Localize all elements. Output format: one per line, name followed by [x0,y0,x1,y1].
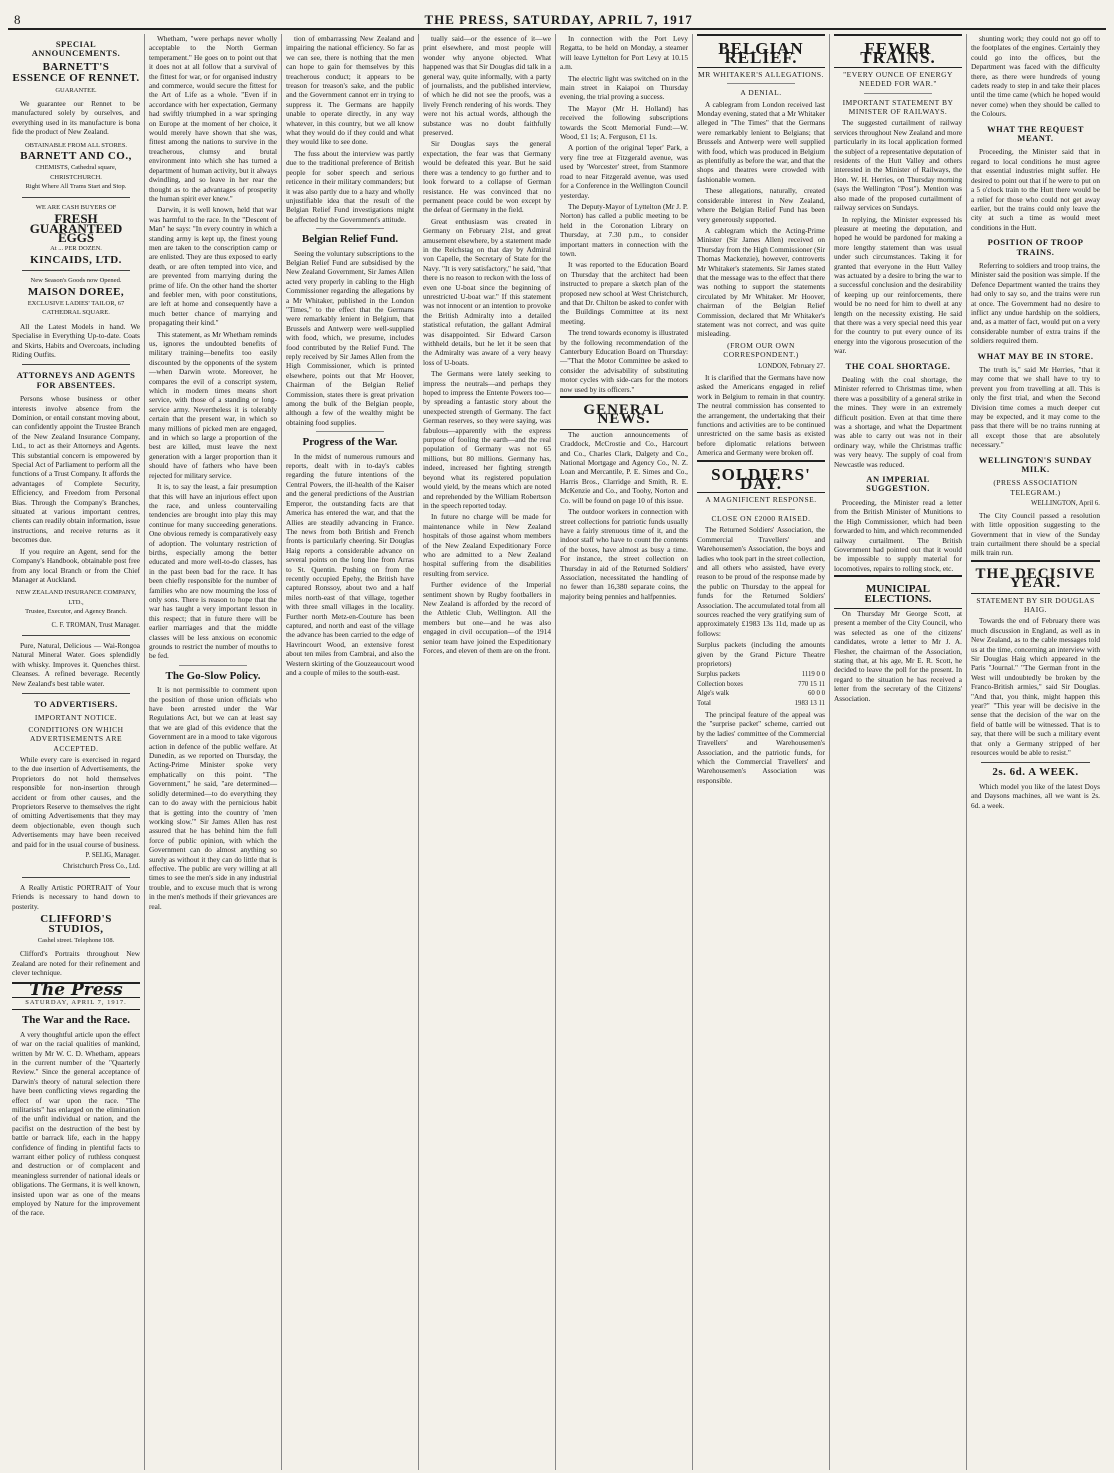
cable-dateline: LONDON, February 27. [758,362,825,370]
divider [22,270,130,271]
table-row [697,680,825,689]
editorial-paragraph: Sir Douglas says the general expectation, the fear was that Germany would be defeated this year. But he said there was a tendency to go further and to look forward to a collapse of German resistance. He was convinced that no permanent peace could be won except by the defeat of Germany in the field. [423,139,551,215]
general-news-heading: GENERAL NEWS. [583,402,665,428]
lead-heading: The War and the Race. [21,1014,131,1027]
belgian-relief-body: A cablegram from London received last Monday evening, stated that a Mr Whitaker alleged in "The Times" that the Germans were remarkably lenient to Belgians; that Brussels and Antwerp were well supplied with food, which was produced in Belgium as plentifully as before the war, and that the shops and theatres were crowded with fashionable women. [697,99,825,184]
table-row [697,689,825,698]
barnett-ad [12,60,140,95]
news-paragraph: The Mayor (Mr H. Holland) has received the following subscriptions towards the Scott Memorial Fund:—W. Wood, £1 1s; A. Ferguson, £1 1s. [560,103,688,142]
footer-ad [971,768,1100,777]
imperial-heading: AN IMPERIAL SUGGESTION. [866,474,930,494]
soldiers-day-close: CLOSE ON £2000 RAISED. [711,513,811,523]
sunday-milk-body: The City Council passed a resolution with little opposition suggesting to the Government that in view of the Sunday train curtailment there should be a special milk train run. [971,510,1100,558]
clifford-address: Cashel street. Telephone 108. [37,936,115,944]
masthead-spacer [1095,12,1100,28]
column-1 [8,34,145,1470]
attorneys-heading: ATTORNEYS AND AGENTS FOR ABSENTEES. [16,370,136,390]
table-total-label: Total [697,699,711,707]
fewer-trains-subtitle2: IMPORTANT STATEMENT BY MINISTER OF RAILWAYS. [842,97,954,117]
special-announcements-heading: SPECIAL ANNOUNCEMENTS. [31,39,121,59]
table-total-amount: 1983 13 11 [794,699,825,707]
general-news-body: The outdoor workers in connection with street collections for patriotic funds usually have a fairly strenuous time of it, and the indoor staff who have to count the contents of the boxes, have almost as busy a time. For instance, the street collection on Thursday in aid of the Returned Soldiers' Association, necessitated the handling of no fewer than 16,380 separate coins, the majority being pennies and halfpennies. [560,507,688,601]
advertisers-sub: IMPORTANT NOTICE. [34,713,118,723]
war-progress-heading: Progress of the War. [302,436,398,449]
barnett-stores: OBTAINABLE FROM ALL STORES. [24,141,128,149]
belgian-fund-body: Seeing the voluntary subscriptions to the Belgian Relief Fund are subsidised by the New Zealand Government, Sir James Allen acted very properly in cabling to the High Commissioner regarding the allegations by a Mr Whitaker, published in the London "Times," to the effect that the Germans were remarkably lenient in Belgium, that Brussels and Antwerp were well-supplied with food, which, we presume, includes food contributed by the Relief Fund. The reply received by Sir James Allen from the High Commissioner, which is printed elsewhere, points out that Mr Hoover, Chairman of the Belgian Relief Commission, states there is great privation among the bulk of the Belgian people, although a few of the wealthy might be obtaining food supplies. [286,248,414,427]
barnett-tel: Right Where All Trams Start and Stop. [25,183,127,191]
columns [8,34,1106,1470]
sunday-milk-tag: (PRESS ASSOCIATION TELEGRAM.) [993,478,1078,497]
column-3 [282,34,419,1470]
war-progress-body: In the midst of numerous rumours and reports, dealt with in to-day's cables regarding the future intentions of the Central Powers, the ill-health of the Kaiser and the general predictions of the Austrian Emperor, the outstanding facts are that America has entered the war, and that the Allies are steadily advancing in France. The news from both British and French fronts is particularly cheering. Sir Douglas Haig reports a considerable advance on several points on the long line from Arras to St. Quentin. Pushing on from the recently occupied Epehy, the British have captured Ronssoy, about two and a half miles north-east of that village, together with three small villages in the locality. Further north Metz-en-Couture has been captured, and north and east of the village the advance has been carried to the edge of Havrincourt Wood, an extensive forest about ten miles from Cambrai, and also the Western skirting of the Gouzeaucourt wood and a couple of miles to the south-east. [286,451,414,677]
news-paragraph: In connection with the Port Levy Regatta, to be held on Monday, a steamer will leave Lyttelton for Port Levy at 10.15 a.m. [560,34,688,72]
soldiers-day-box [697,460,825,494]
divider [22,693,130,694]
barnett-name: BARNETT'S [42,60,110,73]
advertisers-heading: TO ADVERTISERS. [34,698,118,709]
fewer-trains-body: The suggested curtailment of railway services throughout New Zealand and more particularly in its local application formed the subject of a representative deputation of residents of the Hutt Valley and others interested in the Minister of Railways, the Hon. W. H. Herries, on Thursday morning (says the Wellington "Post"). Mention was also made of the proposed curtailment of railway services on Sundays. [834,118,962,213]
belgian-relief-title: BELGIAN RELIEF. [718,39,804,68]
kincaids-item: FRESH GUARANTEED EGGS [29,211,123,245]
advertisers-body: While every care is exercised in regard to the due insertion of Advertisements, the Proprietors do not hold themselves responsible for non-insertion through accident or from other causes, and the Proprietors Reserve to themselves the right of omitting Advertisements that they may deem objectionable, even though such Advertisements may have been received and paid for in the usual course of business. [12,755,140,849]
want-heading: WHAT THE REQUEST MEANT. [987,123,1084,144]
press-date: SATURDAY, APRIL 7, 1917. [12,998,140,1010]
clifford-firm: CLIFFORD'S STUDIOS, [40,913,112,935]
barnett-product: ESSENCE OF RENNET. [12,72,140,85]
editorial-paragraph: Further evidence of the Imperial sentiment shown by Rugby footballers in New Zealand is afforded by the record of the Athletic Club, Wellington. All the members but one—and he was also engaged in civil occupation—of the 1914 senior team have joined the Expeditionary Forces, and eleven of them are on the front. [423,580,551,655]
news-paragraph: It was reported to the Education Board on Thursday that the architect had been instructed to prepare a sketch plan of the proposed new school at West Christchurch, and that Dr. Chilton be asked to confer with the Buildings Committee at its next meeting. [560,260,688,326]
fewer-trains-subtitle: "EVERY OUNCE OF ENERGY NEEDED FOR WAR." [843,69,953,89]
fewer-trains-box [834,34,962,68]
editorial-paragraph: This statement, as Mr Whetham reminds us, ignores the undoubted benefits of military training—benefits too easily discounted by the opponents of the system—when Darwin wrote. Moreover, he compares the evil of a conscript system, which in modern times means short service, with those of a standing or long-service army. Nevertheless it is tolerably certain that the present war, in which so many millions of picked men are engaged, and in which so large a proportion of the best are killed, must leave the next generation with a larger proportion than it should have of fathers who have been rejected for military service. [149,329,277,480]
editorial-paragraph: Darwin, it is well known, held that war was harmful to the race. In the "Descent of Man" he says: "In every country in which a standing army is kept up, the finest young men are taken to the conscription camp or are enlisted. They are thus exposed to early death, or are often tempted into vice, and are prevented from marrying during the prime of life. On the other hand the shorter and feebler men, with poor constitutions, are left at home and consequently have a much better chance of marrying and propagating their kind." [149,205,277,328]
column-8 [967,34,1104,1470]
fewer-trains-body: In replying, the Minister expressed his pleasure at meeting the deputation, and hoped he would be pardoned for making a more lengthy statement than was usual under such circumstances. Taking it for granted that everyone in the Hutt Valley was actuated by a desire to bring the war to a successful conclusion and the desirability of keeping up our reinforcements, there would be no need for him to dwell at any length on the necessity existing. He said that there was a very special need this year for the country to put every ounce of its energy into the vigorous prosecution of the war. [834,214,962,356]
maison-name: MAISON DOREE, [27,285,125,298]
news-paragraph: The Deputy-Mayor of Lyttelton (Mr J. P. Norton) has called a public meeting to be held in the Coronation Library on Thursday, at 7.30 p.m., to consider important matters in connection with the town. [560,201,688,258]
maison-ad [12,276,140,318]
kincaids-price: At ... PER DOZEN. [50,245,102,253]
news-paragraph: A portion of the original 'leper' Park, a very fine tree at Fitzgerald avenue, was used by 'Worcester' street, from Stanmore road to near Fitzgerald avenue, was used for a Conference in the Wellington Council yesterday. [560,143,688,200]
kincaids-ad [12,203,140,265]
go-slow-body: It is not permissible to comment upon the position of those union officials who have been arrested under the War Regulations Act, but we can at least say that we are glad of this evidence that the Government are in a mood to take vigorous action in defence of the public welfare. At Dunedin, as we reported on Thursday, the Acting-Prime Minister spoke very emphatically on this point. "The Government," he said, "are determined—solidly determined—to do everything they can to do away with the pernicious habit that is getting into the country of 'men working slow.'" Sir James Allen has rest assured that he has behind him the full force of public opinion, with which the Government can do almost anything so surely as without it they can do little that is effective. The public are very willing at all times to see the men's side in any industrial trouble, and to excuse much that is wrong in the men's methods if their grievances are real. [149,685,277,911]
store-body: The truth is," said Mr Herries, "that it may come that we shall have to try to prevent you from travelling at all. This is only the first trial, and when the Second Division time comes a much deeper cut may be expected, and it may come to the pass that there will be no trains running at all except those that are absolutely necessary." [971,365,1100,450]
soldiers-day-subtitle: A MAGNIFICENT RESPONSE. [705,495,817,505]
sunday-milk-dateline: WELLINGTON, April 6. [1031,500,1100,508]
nzi-firm: NEW ZEALAND INSURANCE COMPANY, LTD., [15,589,137,606]
divider [22,364,130,365]
maison-sub: EXCLUSIVE LADIES' TAILOR, 67 CATHEDRAL SQUARE. [27,299,125,317]
barnett-text: We guarantee our Rennet to be manufactured solely by ourselves, and everything used in its manufacture is bona fide the product of New Zealand. [12,99,140,137]
editorial-paragraph: Whetham, "were perhaps never wholly acceptable to the North German temperament." He goes on to point out that it does not at all follow that a survival of the fittest for war, or for organised industry and commerce, would secure the fittest for the Art of Life as a whole. "Even if in accordance with her expectation, Germany had swiftly triumphed in a war springing on Europe at the moment of her choice, it would merely have shown that she was, fittest among the nations to survive in the treacherous, clumsy and brutal environment into which she has turned a department of human activity, but it always dwindling, and so leave in her rear the thought as to the advantages of prosperity the human spirit ever knew." [149,34,277,203]
clifford-intro: A Really Artistic PORTRAIT of Your Friends is necessary to hand down to posterity. [12,882,140,911]
maison-body: All the Latest Models in hand. We Specialise in Everything Up-to-date. Coats and Skirts, Habits and Overcoats, including Riding Outfits. [12,321,140,359]
column-7 [830,34,967,1470]
news-paragraph: The trend towards economy is illustrated by the following recommendation of the Canterbury Education Board on Thursday:—"That the Motor Committee be asked to consider the advisability of substituting motor cycles with side-cars for the motors now used by its officers." [560,328,688,394]
collection-table [697,670,825,708]
divider [864,93,932,94]
belgian-relief-body: A cablegram which the Acting-Prime Minister (Sir James Allen) received on Thursday from the High Commissioner (Sir Thomas Mackenzie), however, controverts Mr Whitaker's statements. Sir James stated that the message was to the effect that there was nothing to support the statements circulated by Mr Whitaker. Mr Hoover, chairman of the Belgian Relief Commission, declared that Mr Whitaker's statement was not correct, and was quite misleading. [697,225,825,339]
news-paragraph: The electric light was switched on in the main street in Kaiapoi on Thursday evening, the trial proving a success. [560,73,688,102]
advertisers-company: Christchurch Press Co., Ltd. [62,863,140,871]
editorial-paragraph: Great enthusiasm was created in Germany on February 21st, and great amusement elsewhere, by a statement made in the Reichstag on that day by Admiral von Capelle, the Secretary of State for the Navy. "It is very satisfactory," he said, "that there is no reason to reckon with the loss of even one U-boat since the beginning of unrestricted U-boat war." If this statement was not innocent or an intention to provoke the British Admiralty into a detailed statistical refutation, the gallant Admiral was disappointed. Sir Edward Carson withheld details, but he let it be seen that the Admiralty was aware of a very heavy loss of U-boats. [423,216,551,367]
masthead-title: THE PRESS, SATURDAY, APRIL 7, 1917 [424,12,693,27]
divider [316,431,384,432]
divider [316,228,384,229]
attorneys-body: Persons whose business or other interests involve absence from the Dominion, or entail constant moving about, can confidently appoint the Trustee Branch of the New Zealand Insurance Company, Ltd., to act as their Attorneys and Agents. This substantial concern is empowered by Special Act of Parliament to perform all the functions of a Trust Company. It affords the advantages of Complete Security, Efficiency, and Freedom from Personal Bias. Through the Company's Branches, situated at various important centres, clients can readily obtain information, issue instructions, and receive returns as it becomes due. [12,394,140,545]
divider [981,762,1090,763]
belgian-relief-subtitle2: A DENIAL. [740,88,782,98]
general-news-box [560,396,688,430]
editorial-paragraph: tually said—or the essence of it—we print elsewhere, and most people will wonder why anyone objected. What happened was that Sir Douglas did talk in a general way, quite informally, with a party of journalists, and the published interview, of which he did not see the proofs, was a lively French rendering of his words. They were not his actual words, although the substance was no doubt faithfully preserved. [423,34,551,138]
general-news-body: The auction announcements of Craddock, McCrostie and Co., Harcourt and Co., Charles Clark, Dalgety and Co., National Mortgage and Agency Co., N. Z. Loan and Mercantile, P. E. Simes and Co., Harris Bros., Clarridge and Smith, R. E. McKenzie and Co., and Toohy, Norton and Co. will be found on page 10 of this issue. [560,429,688,505]
editorial-paragraph: In future no charge will be made for maintenance while in New Zealand hospitals of those against whom members of the New Zealand Expeditionary Force who are admitted to a New Zealand hospital suffering from the disabilities resulting from service. [423,512,551,578]
belgian-relief-body: These allegations, naturally, created considerable interest in New Zealand, where the Belgian Relief Fund has been very generously supported. [697,186,825,224]
divider [22,877,130,878]
table-row [697,670,825,679]
column-5 [556,34,693,1470]
wai-rongoa-ad: Pure, Natural, Delicious — Wai-Rongoa Natural Mineral Water. Goes splendidly with whisky. Improves it. Quenches thirst. Cleanses. A refined beverage. Recently New Zealand's best table water. [12,640,140,688]
advertisers-title: CONDITIONS ON WHICH ADVERTISEMENTS ARE ACCEPTED. [28,724,124,753]
lead-body: A very thoughtful article upon the effect of war on the racial qualities of mankind, written by Mr W. C. D. Whetham, appears in the current number of the "Quarterly Review." Since the general acceptance of Darwin's theory of natural selection there have been conflicting views regarding the effect of war upon the race. "The militarists" has enlarged on the elimination of the unfit individual or nation, and the pacifist on the destruction of the best by battle or barrack life, each in the happy confidence of finding in plentiful facts to warrant either policy of ruthless conquest and destruction or of complacent and meaningless surrender of national ideals or obligations. The Germans, it is well known, insisted upon war as one of the means employed by Nature for the improvement of the race. [12,1029,140,1218]
divider [22,197,130,198]
barnett-firm-sub: CHEMISTS, Cathedral square, CHRISTCHURCH. [35,164,117,181]
barnett-contact [12,141,140,192]
table-row-amount: 60 0 0 [808,690,825,698]
masthead [8,6,1106,30]
soldiers-day-body: The Returned Soldiers' Association, the Commercial Travellers' and Warehousemen's Association, the boys and ladies who took part in the street collection, and all others who assisted, have every reason to be proud of the response made by the public on Thursday to the appeal for funds for the Returned Soldiers' Association. The accumulated total from all sources reached the very gratifying sum of approximately £1983 13s 11d, made up as follows: [697,525,825,638]
page-number: 8 [14,12,23,27]
editorial-paragraph: The fuss about the interview was partly due to the traditional preference of British people for sober speech and serious reticence in their military commanders; but it was also partly due to a hazy and wholly unjustifiable idea that the result of the Belgian Relief Fund investigations might be affected by the Government's attitude. [286,148,414,224]
press-logo: The Press [12,982,140,998]
soldiers-day-body: The principal feature of the appeal was the "surprise packet" scheme, carried out by the ladies' committee of the Commercial Travellers' and Warehousemen's Association, and the patriotic funds, for which the Commercial Travellers' and Warehousemen's Association was responsible. [697,710,825,785]
belgian-relief-subtitle: MR WHITAKER'S ALLEGATIONS. [698,69,824,79]
table-row-label: Surplus packets [697,671,740,679]
advertisers-signature: P. SELIG, Manager. [85,852,140,860]
table-row-label: Alge's walk [697,690,729,698]
nzi-role: Trustee, Executor, and Agency Branch. [25,608,127,616]
kincaids-intro: WE ARE CASH BUYERS OF [35,203,117,211]
municipal-title: MUNICIPAL ELECTIONS. [864,583,932,605]
divider [179,665,247,666]
attorneys-contact: If you require an Agent, send for the Company's Handbook, obtainable post free from any local Branch or from the Chief Manager at Auckland. [12,546,140,584]
want-body: Proceeding, the Minister said that in regard to local conditions he must agree that essential industries might suffer. He desired to point out that if he were to put on a 5 o'clock train to the Hutt there would be a relief for those who could not get away earlier, but the trains could only leave the city at such a time as would meet conditions in the Hutt. [971,147,1100,232]
troop-heading: POSITION OF TROOP TRAINS. [987,237,1084,257]
cable-tag: (FROM OUR OWN CORRESPONDENT.) [723,340,799,360]
sunday-milk-heading: WELLINGTON'S SUNDAY MILK. [978,454,1093,475]
maison-intro: New Season's Goods now Opened. [30,277,122,285]
barnett-guarantee: GUARANTEE. [55,86,97,94]
troop-body: Referring to soldiers and troop trains, the Minister said the position was simple. If the Defence Department wanted the trains they had only to say so, and the trains were run at once. The Government had no desire to inflict any undue hardship on the soldiers, and, as a matter of fact, would put on a very considerable number of extra trains if the soldiers required them. [971,260,1100,346]
clifford-ad [12,915,140,945]
table-header: Surplus packets (including the amounts given by the Grand Picture Theatre proprietors) [697,640,825,668]
decisive-year-body: Towards the end of February there was much discussion in England, as well as in New Zealand, as to the cable messages told us at the time, concerning an interview with Sir Douglas Haig which appeared in the Paris "Journal." "The German front in the West will undoubtedly be broken by the Franco-British armies," said Sir Douglas. "And that, you think, might happen this year?" "This year will be decisive in the sense that the decision of the war on the field of battle will be witnessed. That is to say, that there will be such a military event that only a Germany stripped of her resources would be able to resist." [971,616,1100,758]
kincaids-firm: KINCAIDS, LTD. [30,253,122,266]
fewer-trains-title: FEWER TRAINS. [860,39,936,68]
belgian-relief-body: It is clarified that the Germans have now asked the Americans engaged in relief work in Belgium to remain in that country. The neutral commission has consented to the arrangement, the undertaking that their functions and activities are to be continued unrestricted on the same basis as existed before diplomatic relations between America and Germany were broken off. [697,373,825,458]
divider [727,509,795,510]
table-row-label: Collection boxes [697,680,743,688]
coal-body: Dealing with the coal shortage, the Minister referred to Christmas time, when there was a possibility of a general strike in the mines. They were in an extremely difficult position. Even at that time there was a shortage, and what the Department was able to carry out was not in their ordinary way, while the Christmas traffic was very heavy. The supply of coal from Newcastle was reduced. [834,375,962,469]
editorial-paragraph: It is, to say the least, a fair presumption that this will have an injurious effect upon the race, and unless countervailing tendencies are brought into play this may continue for many succeeding generations. One obvious remedy is comparatively easy of adoption. The voluntary restriction of births, especially among the better educated and more well-to-do classes, has in the past been bad for the race. It has been chiefly responsible for the number of families who are now mourning the loss of only sons. There is reason to hope that the war has taught a very important lesson in this respect; that in future there will be earlier marriages and that the middle classes will be less anxious on economic grounds to restrict the number of mouths to be fed. [149,482,277,661]
go-slow-heading: The Go-Slow Policy. [165,669,261,682]
clifford-body: Clifford's Portraits throughout New Zealand are noted for their refinement and clever technique. [12,949,140,978]
editorial-paragraph: tion of embarrassing New Zealand and impairing the national efficiency. So far as we can see, there is nothing that the men can hope to gain for themselves by this treacherous conduct; it appears to be treason for treason's sake, and the public and the Government cannot err in trying to suppress it. The Germans are happily unable to operate directly, in any way whatever, in this country, but we all know what they would do if they could and what they would like to see done. [286,34,414,147]
nzi-ad [12,588,140,616]
editorial-paragraph: The Germans were lately seeking to impress the neutrals—and perhaps they hoped to impress the Entente Powers too—by spreading a fantastic story about the unexpected strength of Germany. The fact German reserves, so they were saying, was fabulous—apparently with the express purpose of fooling the earth—and the real population of Germany was not 65 millions, but 80 millions. Germany has, indeed, increased her fighting strength beyond what its registered population would yield, by the means which are noted and reprehended by the William Robertson in the speech reported today. [423,369,551,510]
soldiers-day-title: SOLDIERS' DAY. [711,464,811,494]
divider [727,83,795,84]
coal-heading: THE COAL SHORTAGE. [845,360,951,371]
column-4 [419,34,556,1470]
barnett-firm: BARNETT AND CO., [20,150,132,163]
table-total-row [697,699,825,708]
municipal-box [834,575,962,609]
table-row-amount: 1119 0 0 [801,671,825,679]
column-2 [145,34,282,1470]
table-row-amount: 770 15 11 [798,680,825,688]
footer-ad-title: 2s. 6d. A WEEK. [992,766,1079,779]
column-6 [693,34,830,1470]
footer-ad-body: Which model you like of the latest Doys and Daysons machines, all we want is 2s. 6d. a week. [971,781,1100,810]
divider [22,635,130,636]
belgian-relief-box [697,34,825,68]
decisive-year-title: THE DECISIVE YEAR. [975,565,1096,592]
municipal-body: On Thursday Mr George Scott, at present a member of the City Council, who was selected as one of the citizens' candidates, wrote a letter to Mr J. A. Flesher, the chairman of the Association, stating that, at his age, Mr E. R. Scott, he decided to leave the poll for the present. In regard to the situation he has received a letter from the secretary of the Citizens' Association. [834,608,962,703]
trains-paragraph: shunting work; they could not go off to the footplates of the engines. Certainly they could go into the offices, but the Department was faced with the difficulty there, as there were hundreds of young cadets ready to step in and take their places until the time came (which he hoped would never come) when they should be called to the Colours. [971,34,1100,119]
nzi-signature: C. F. TROMAN, Trust Manager. [51,621,140,629]
decisive-year-subtitle: STATEMENT BY SIR DOUGLAS HAIG. [976,595,1095,614]
imperial-body: Proceeding, the Minister read a letter from the British Minister of Munitions to the High Commissioner, which had been forwarded to him, and which recommended railway curtailment. The British Government had pointed out that it would be impossible to supply material for locomotives, repairs to rolling stock, etc. [834,497,962,573]
decisive-year-box [971,560,1100,594]
store-heading: WHAT MAY BE IN STORE. [977,350,1094,361]
belgian-fund-heading: Belgian Relief Fund. [301,233,399,246]
